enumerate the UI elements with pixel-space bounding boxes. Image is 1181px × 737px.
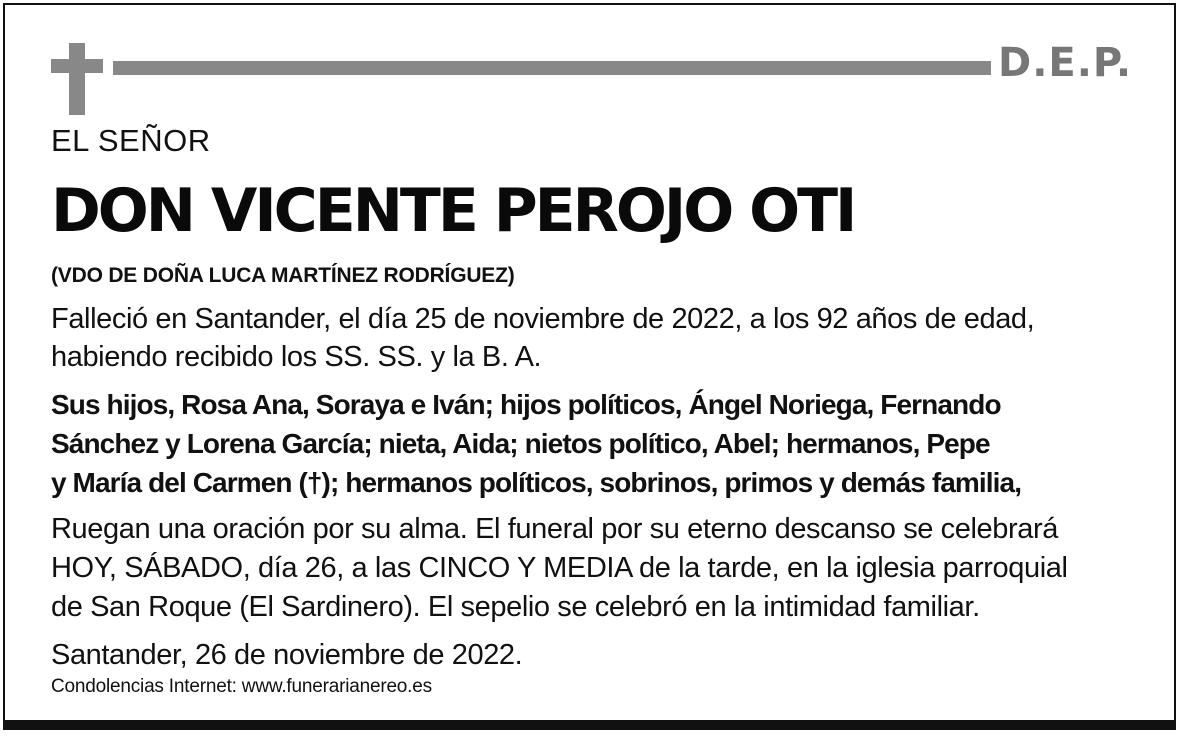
cross-icon: [51, 43, 103, 115]
bottom-border: [5, 720, 1174, 728]
funeral-line-1: Ruegan una oración por su alma. El funeral por su eterno descanso se celebrará: [51, 513, 1058, 545]
obituary-card: [3, 3, 1176, 730]
title-prefix: EL SEÑOR: [51, 123, 211, 158]
death-notice-line-1: Falleció en Santander, el día 25 de noviembre de 2022, a los 92 años de edad,: [51, 303, 1035, 335]
family-line-3: y María del Carmen (†); hermanos políticos, sobrinos, primos y demás familia,: [51, 467, 1022, 498]
deceased-name: DON VICENTE PEROJO OTI: [51, 176, 855, 246]
dep-label: D.E.P.: [998, 40, 1133, 86]
funeral-line-3: de San Roque (El Sardinero). El sepelio se celebró en la intimidad familiar.: [51, 591, 980, 623]
family-line-1: Sus hijos, Rosa Ana, Soraya e Iván; hijos políticos, Ángel Noriega, Fernando: [51, 389, 1001, 420]
widower-note: (VDO DE DOÑA LUCA MARTÍNEZ RODRÍGUEZ): [51, 264, 515, 287]
place-date: Santander, 26 de noviembre de 2022.: [51, 639, 523, 671]
funeral-line-2: HOY, SÁBADO, día 26, a las CINCO Y MEDIA de la tarde, en la iglesia parroquial: [51, 552, 1068, 584]
header-rule: [113, 61, 991, 75]
family-line-2: Sánchez y Lorena García; nieta, Aida; nietos político, Abel; hermanos, Pepe: [51, 428, 990, 459]
death-notice-line-2: habiendo recibido los SS. SS. y la B. A.: [51, 341, 542, 373]
condolences-link[interactable]: Condolencias Internet: www.funerarianereo.es: [51, 676, 432, 697]
